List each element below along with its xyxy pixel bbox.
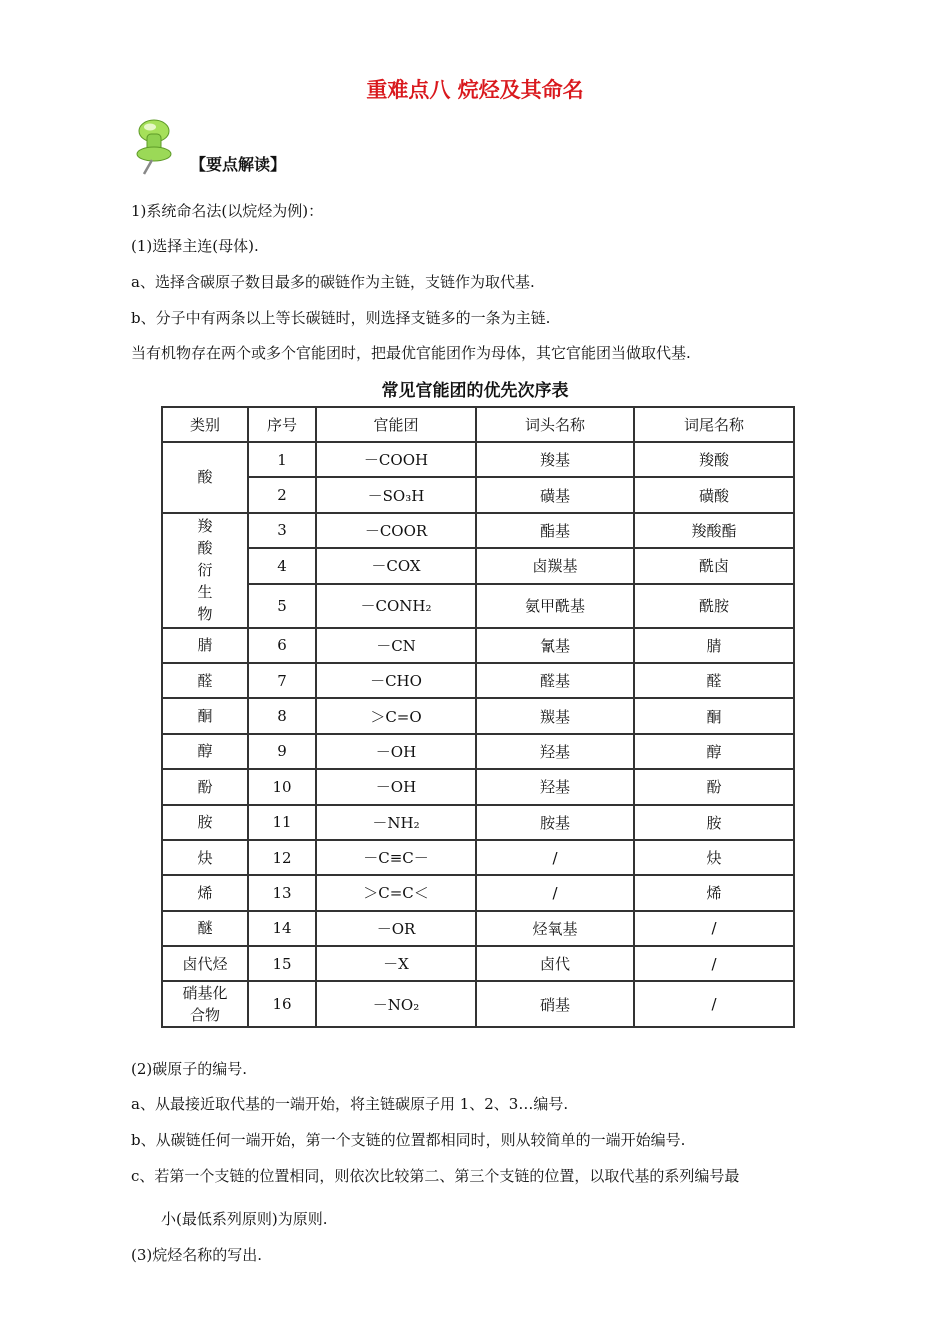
group-cell: －SO₃H [316, 477, 476, 512]
prefix-cell: 胺基 [476, 805, 634, 840]
number-cell: 14 [248, 911, 316, 946]
functional-group-table [161, 406, 795, 1028]
group-cell: ＞C=O [316, 698, 476, 733]
prefix-cell: 羟基 [476, 769, 634, 804]
table-header-row [162, 407, 794, 442]
table-row [162, 663, 794, 698]
prefix-cell: 烃氧基 [476, 911, 634, 946]
group-cell: －CN [316, 628, 476, 663]
page-title: 重难点八 烷烃及其命名 [366, 78, 584, 102]
number-cell: 11 [248, 805, 316, 840]
column-header: 类别 [162, 407, 248, 442]
prefix-cell: 羟基 [476, 734, 634, 769]
prefix-cell: / [476, 875, 634, 910]
suffix-cell: 烯 [634, 875, 794, 910]
group-cell: －CHO [316, 663, 476, 698]
category-cell: 醛 [162, 663, 248, 698]
suffix-cell: 腈 [634, 628, 794, 663]
prefix-cell: 氰基 [476, 628, 634, 663]
prefix-cell: 酯基 [476, 513, 634, 548]
group-cell: －OR [316, 911, 476, 946]
category-cell: 酮 [162, 698, 248, 733]
table-row [162, 628, 794, 663]
number-cell: 15 [248, 946, 316, 981]
number-cell: 13 [248, 875, 316, 910]
suffix-cell: / [634, 911, 794, 946]
number-cell: 12 [248, 840, 316, 875]
column-header: 序号 [248, 407, 316, 442]
table-row [162, 911, 794, 946]
number-cell: 7 [248, 663, 316, 698]
category-cell: 酸 [162, 442, 248, 513]
number-cell: 5 [248, 584, 316, 628]
table-row [162, 698, 794, 733]
group-cell: －CONH₂ [316, 584, 476, 628]
group-cell: －COOH [316, 442, 476, 477]
suffix-cell: 酰卤 [634, 548, 794, 583]
number-cell: 4 [248, 548, 316, 583]
body-line: c、若第一个支链的位置相同，则依次比较第二、第三个支链的位置，以取代基的系列编号最 [131, 1167, 740, 1185]
category-wrapped-text: 硝基化合物 [182, 984, 228, 1025]
number-cell: 10 [248, 769, 316, 804]
body-line: b、从碳链任何一端开始，第一个支链的位置都相同时，则从较简单的一端开始编号. [131, 1131, 686, 1149]
category-cell: 腈 [162, 628, 248, 663]
suffix-cell: / [634, 946, 794, 981]
table-caption: 常见官能团的优先次序表 [381, 381, 569, 401]
number-cell: 6 [248, 628, 316, 663]
pushpin-icon [130, 116, 182, 176]
table-row [162, 981, 794, 1027]
prefix-cell: / [476, 840, 634, 875]
group-cell: －OH [316, 734, 476, 769]
suffix-cell: / [634, 981, 794, 1027]
table-row [162, 548, 794, 583]
table-row [162, 584, 794, 628]
intro-line: 1)系统命名法(以烷烃为例)： [131, 202, 324, 220]
category-cell [162, 513, 248, 628]
number-cell: 3 [248, 513, 316, 548]
body-line: (3)烷烃名称的写出. [131, 1246, 263, 1264]
group-cell: －COOR [316, 513, 476, 548]
category-vertical-text: 羧酸衍生物 [197, 517, 213, 624]
table-row [162, 946, 794, 981]
body-line: a、从最接近取代基的一端开始，将主链碳原子用 1、2、3…编号. [131, 1095, 569, 1113]
prefix-cell: 醛基 [476, 663, 634, 698]
suffix-cell: 酮 [634, 698, 794, 733]
intro-line: 当有机物存在两个或多个官能团时，把最优官能团作为母体，其它官能团当做取代基. [131, 344, 691, 362]
suffix-cell: 酚 [634, 769, 794, 804]
category-cell: 醇 [162, 734, 248, 769]
prefix-cell: 卤羰基 [476, 548, 634, 583]
column-header: 词尾名称 [634, 407, 794, 442]
group-cell: －NH₂ [316, 805, 476, 840]
group-cell: －OH [316, 769, 476, 804]
suffix-cell: 羧酸酯 [634, 513, 794, 548]
suffix-cell: 胺 [634, 805, 794, 840]
column-header: 官能团 [316, 407, 476, 442]
number-cell: 8 [248, 698, 316, 733]
table-row [162, 513, 794, 548]
group-cell: －NO₂ [316, 981, 476, 1027]
suffix-cell: 醇 [634, 734, 794, 769]
intro-line: a、选择含碳原子数目最多的碳链作为主链，支链作为取代基. [131, 273, 535, 291]
suffix-cell: 酰胺 [634, 584, 794, 628]
number-cell: 16 [248, 981, 316, 1027]
prefix-cell: 卤代 [476, 946, 634, 981]
table-row [162, 442, 794, 477]
suffix-cell: 羧酸 [634, 442, 794, 477]
table-row [162, 875, 794, 910]
category-cell [162, 981, 248, 1027]
prefix-cell: 磺基 [476, 477, 634, 512]
body-line: 小(最低系列原则)为原则. [161, 1210, 328, 1228]
suffix-cell: 炔 [634, 840, 794, 875]
prefix-cell: 羧基 [476, 442, 634, 477]
intro-line: b、分子中有两条以上等长碳链时，则选择支链多的一条为主链. [131, 309, 551, 327]
prefix-cell: 硝基 [476, 981, 634, 1027]
table-row [162, 734, 794, 769]
category-cell: 酚 [162, 769, 248, 804]
table-row [162, 477, 794, 512]
suffix-cell: 醛 [634, 663, 794, 698]
number-cell: 2 [248, 477, 316, 512]
group-cell: ＞C=C＜ [316, 875, 476, 910]
prefix-cell: 羰基 [476, 698, 634, 733]
column-header: 词头名称 [476, 407, 634, 442]
category-cell: 炔 [162, 840, 248, 875]
category-cell: 卤代烃 [162, 946, 248, 981]
suffix-cell: 磺酸 [634, 477, 794, 512]
table-row [162, 769, 794, 804]
category-cell: 胺 [162, 805, 248, 840]
group-cell: －X [316, 946, 476, 981]
group-cell: －COX [316, 548, 476, 583]
number-cell: 1 [248, 442, 316, 477]
body-line: (2)碳原子的编号. [131, 1060, 248, 1078]
table-row [162, 805, 794, 840]
category-cell: 醚 [162, 911, 248, 946]
prefix-cell: 氨甲酰基 [476, 584, 634, 628]
number-cell: 9 [248, 734, 316, 769]
intro-line: (1)选择主连(母体). [131, 237, 259, 255]
category-cell: 烯 [162, 875, 248, 910]
group-cell: －C≡C－ [316, 840, 476, 875]
table-row [162, 840, 794, 875]
section-heading: 【要点解读】 [190, 155, 287, 174]
